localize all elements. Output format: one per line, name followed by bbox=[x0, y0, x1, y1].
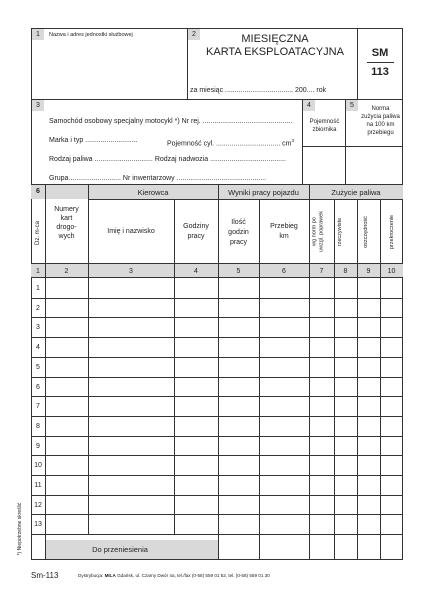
fuel-norm-label-4: przebiegu bbox=[367, 130, 394, 136]
column-number-row-line bbox=[31, 277, 403, 278]
row-number: 9 bbox=[36, 443, 40, 450]
row-separator bbox=[31, 436, 403, 437]
distributor-prefix: Dystrybucja: bbox=[78, 573, 104, 578]
row-separator bbox=[31, 377, 403, 378]
column-number: 4 bbox=[194, 268, 198, 275]
box-1-number: 1 bbox=[32, 29, 44, 40]
column-working-hours-1: Godziny bbox=[183, 223, 209, 230]
box-6-number: 6 bbox=[36, 188, 40, 195]
column-separator bbox=[259, 199, 260, 560]
column-separator bbox=[45, 185, 46, 560]
column-norm-consumption-2: uwzgl. poprawek bbox=[318, 211, 325, 252]
footer-distributor bbox=[78, 573, 270, 579]
column-driver-name: Imię i nazwisko bbox=[107, 228, 155, 235]
carry-over-label: Do przeniesienia bbox=[92, 545, 148, 554]
title-line-1: MIESIĘCZNA bbox=[241, 33, 309, 45]
box-5-number: 5 bbox=[346, 100, 358, 111]
row-number: 3 bbox=[36, 324, 40, 331]
vehicle-displacement-text: Pojemność cyl. ................................. cm bbox=[167, 140, 292, 148]
row-number: 10 bbox=[34, 462, 42, 469]
group-driver: Kierowca bbox=[137, 188, 169, 197]
column-hours-count-3: pracy bbox=[229, 239, 248, 246]
group-vehicle-results: Wyniki pracy pojazdu bbox=[228, 188, 299, 197]
row-separator bbox=[31, 495, 403, 496]
column-separator bbox=[334, 199, 335, 560]
row-separator bbox=[31, 317, 403, 318]
column-number: 6 bbox=[282, 268, 286, 275]
box-2-number: 2 bbox=[188, 29, 200, 40]
row-separator bbox=[31, 475, 403, 476]
column-trip-cards-3: drogo- bbox=[56, 224, 77, 231]
form-code: SM bbox=[371, 47, 389, 59]
column-number: 3 bbox=[129, 268, 133, 275]
column-mileage-1: Przebieg bbox=[270, 223, 298, 230]
box-4-number: 4 bbox=[303, 100, 315, 111]
row-number: 4 bbox=[36, 344, 40, 351]
row-separator bbox=[31, 455, 403, 456]
column-number: 5 bbox=[236, 268, 241, 275]
column-trip-cards-4: wych bbox=[58, 233, 75, 240]
column-separator bbox=[380, 199, 381, 560]
fuel-norm-label-2: zużycia paliwa bbox=[361, 114, 400, 120]
row-number: 11 bbox=[34, 482, 42, 489]
column-trip-cards-1: Numery bbox=[54, 206, 79, 213]
column-number: 7 bbox=[319, 268, 324, 275]
vehicle-fuel-body[interactable]: Rodzaj paliwa .............................. Rodzaj nadwozia ....................................... bbox=[49, 156, 286, 163]
row-number: 7 bbox=[36, 403, 40, 410]
footnote-strike-unneeded: *) Niepotrzebne skreślić bbox=[17, 502, 23, 556]
column-separator bbox=[174, 199, 175, 534]
column-number: 9 bbox=[366, 268, 371, 275]
row-separator bbox=[31, 357, 403, 358]
column-number: 1 bbox=[36, 268, 40, 275]
box-3-number: 3 bbox=[32, 100, 44, 111]
row-number: 12 bbox=[34, 502, 42, 509]
row-number: 13 bbox=[34, 521, 42, 528]
header-bottom-line bbox=[31, 263, 403, 264]
unit-name-label: Nazwa i adres jednostki służbowej bbox=[49, 32, 133, 38]
column-separator bbox=[357, 199, 358, 560]
row-number: 2 bbox=[36, 305, 40, 312]
row-separator bbox=[31, 337, 403, 338]
distributor-name: MILA bbox=[104, 573, 116, 578]
row-number: 6 bbox=[36, 384, 40, 391]
vehicle-group-inventory[interactable]: Grupa........................... Nr inwentarzowy .............................................. bbox=[49, 175, 267, 182]
footer-form-code: Sm-113 bbox=[31, 571, 59, 580]
vehicle-line-registration[interactable]: Samochód osobowy specjalny motocykl *) Nr rej. .............................................. bbox=[49, 118, 293, 125]
month-field[interactable]: za miesiąc ................................... 200.... rok bbox=[190, 87, 327, 94]
column-actual-consumption: rzeczywiste bbox=[337, 217, 343, 247]
column-number: 8 bbox=[343, 268, 348, 275]
column-hours-count-2: godzin bbox=[228, 229, 249, 236]
row-number: 8 bbox=[36, 423, 40, 430]
vehicle-displacement[interactable] bbox=[167, 136, 294, 148]
row-separator bbox=[31, 416, 403, 417]
fuel-norm-label-1: Norma bbox=[371, 106, 390, 112]
row-separator bbox=[31, 396, 403, 397]
column-day-of-month: Dz. m-ca bbox=[35, 221, 41, 245]
column-overrun: przekroczenie bbox=[389, 214, 395, 250]
vehicle-displacement-unit: 3 bbox=[291, 138, 294, 143]
row-number: 1 bbox=[36, 285, 40, 292]
fuel-norm-label-3: na 100 km bbox=[366, 122, 395, 128]
tank-capacity-label-2: zbiornika bbox=[312, 127, 337, 133]
group-fuel-consumption: Zużycie paliwa bbox=[331, 188, 381, 197]
vehicle-make-type[interactable]: Marka i typ ........................... bbox=[49, 137, 138, 144]
column-number: 2 bbox=[64, 268, 69, 275]
row-separator bbox=[31, 298, 403, 299]
column-separator bbox=[88, 185, 89, 534]
column-separator bbox=[309, 185, 310, 560]
title-line-2: KARTA EKSPLOATACYJNA bbox=[206, 46, 344, 58]
column-number: 10 bbox=[387, 268, 396, 275]
row-separator bbox=[31, 514, 403, 515]
column-norm-consumption-1: wg norm po bbox=[311, 217, 318, 246]
column-savings: oszczędność bbox=[363, 216, 369, 248]
distributor-address: Gdańsk, ul. Czarny Dwór 4a, tel./fax (0-58) 559 01 52, tel. (0-58) 559 01 30 bbox=[117, 573, 270, 578]
column-working-hours-2: pracy bbox=[187, 233, 205, 240]
tank-capacity-label-1: Pojemność bbox=[309, 119, 340, 125]
row-number: 5 bbox=[36, 364, 40, 371]
form-number: 113 bbox=[371, 66, 389, 78]
column-mileage-2: km bbox=[279, 233, 289, 240]
row-separator bbox=[31, 534, 403, 535]
column-hours-count-1: Ilość bbox=[231, 219, 246, 226]
column-trip-cards-2: kart bbox=[60, 215, 73, 222]
